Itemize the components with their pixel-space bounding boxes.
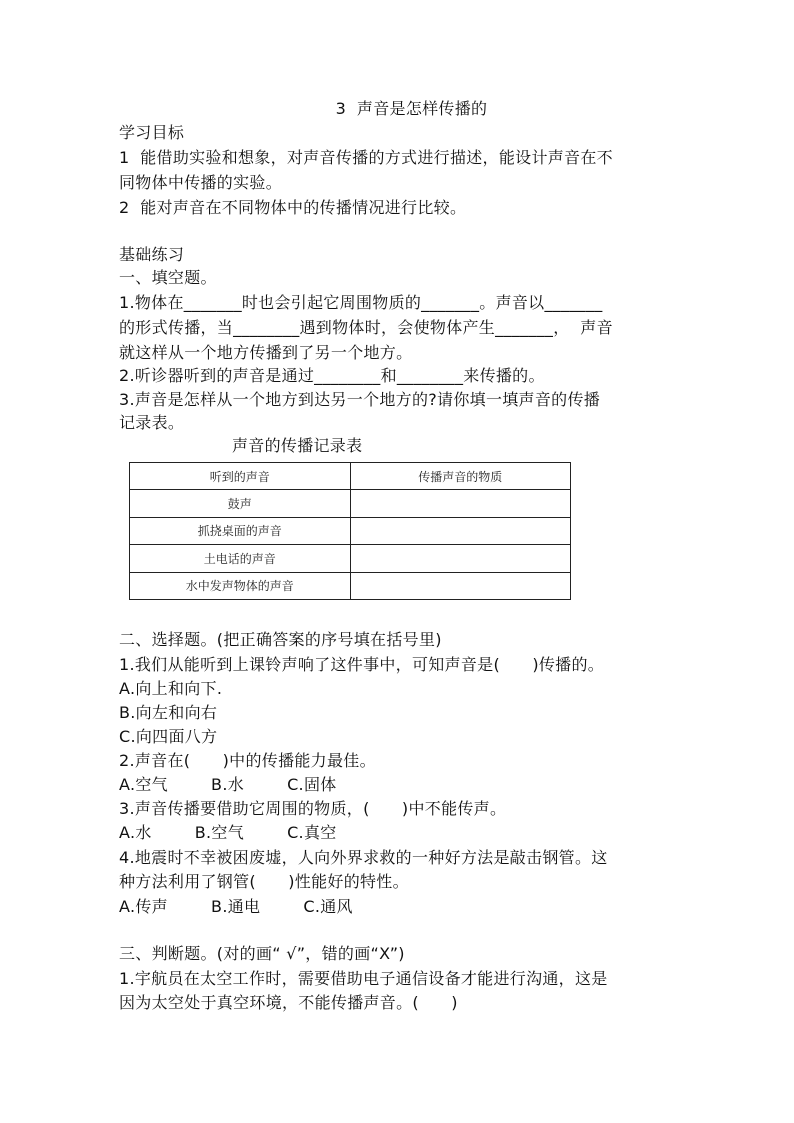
practice-heading: 基础练习	[119, 245, 185, 264]
choice-option-line: C.向四面八方	[119, 727, 218, 746]
fill-question-line: 就这样从一个地方传播到了另一个地方。	[119, 343, 413, 362]
choice-option-line: B.向左和向右	[119, 703, 218, 722]
table-cell: 土电话的声音	[130, 545, 351, 572]
table-cell: 水中发声物体的声音	[130, 572, 351, 599]
section1-heading: 一、填空题。	[119, 268, 217, 287]
table-row	[130, 545, 571, 572]
answer-cell[interactable]	[350, 517, 571, 544]
record-table	[129, 462, 571, 600]
section2-heading: 二、选择题。(把正确答案的序号填在括号里)	[119, 630, 442, 649]
choice-option-line: A.空气 B.水 C.固体	[119, 775, 337, 794]
answer-cell[interactable]	[350, 572, 571, 599]
table-cell: 抓挠桌面的声音	[130, 517, 351, 544]
column-header: 听到的声音	[130, 463, 351, 490]
record-table-title: 声音的传播记录表	[232, 436, 363, 455]
objective-line: 同物体中传播的实验。	[119, 173, 283, 192]
fill-question-line: 的形式传播，当________遇到物体时，会使物体产生_______， 声音	[119, 318, 613, 337]
judge-question-line: 因为太空处于真空环境，不能传播声音。( )	[119, 993, 458, 1012]
fill-question-line: 1.物体在_______时也会引起它周围物质的_______。声音以_______	[119, 293, 603, 312]
judge-question-line: 1.宇航员在太空工作时，需要借助电子通信设备才能进行沟通，这是	[119, 969, 608, 988]
choice-question-line: 2.声音在( )中的传播能力最佳。	[119, 751, 376, 770]
table-header-row	[130, 463, 571, 490]
table-row	[130, 490, 571, 517]
column-header: 传播声音的物质	[350, 463, 571, 490]
fill-question-line: 2.听诊器听到的声音是通过________和________来传播的。	[119, 366, 545, 385]
choice-question-line: 3.声音传播要借助它周围的物质，( )中不能传声。	[119, 799, 507, 818]
table-row	[130, 517, 571, 544]
section3-heading: 三、判断题。(对的画“ √”，错的画“X”)	[119, 944, 405, 963]
fill-question-line: 3.声音是怎样从一个地方到达另一个地方的?请你填一填声音的传播	[119, 390, 601, 409]
choice-question-line: 4.地震时不幸被困废墟，人向外界求救的一种好方法是敲击钢管。这	[119, 848, 608, 867]
choice-option-line: A.向上和向下.	[119, 679, 223, 698]
page-title: 3 声音是怎样传播的	[335, 99, 488, 118]
table-cell: 鼓声	[130, 490, 351, 517]
answer-cell[interactable]	[350, 545, 571, 572]
choice-option-line: A.传声 B.通电 C.通风	[119, 897, 353, 916]
objective-line: 2 能对声音在不同物体中的传播情况进行比较。	[119, 198, 467, 217]
objectives-heading: 学习目标	[119, 123, 185, 142]
answer-cell[interactable]	[350, 490, 571, 517]
objective-line: 1 能借助实验和想象，对声音传播的方式进行描述，能设计声音在不	[119, 148, 613, 167]
fill-question-line: 记录表。	[119, 413, 185, 432]
choice-option-line: A.水 B.空气 C.真空	[119, 823, 337, 842]
choice-question-line: 种方法利用了钢管( )性能好的特性。	[119, 872, 409, 891]
table-row	[130, 572, 571, 599]
choice-question-line: 1.我们从能听到上课铃声响了这件事中，可知声音是( )传播的。	[119, 655, 605, 674]
